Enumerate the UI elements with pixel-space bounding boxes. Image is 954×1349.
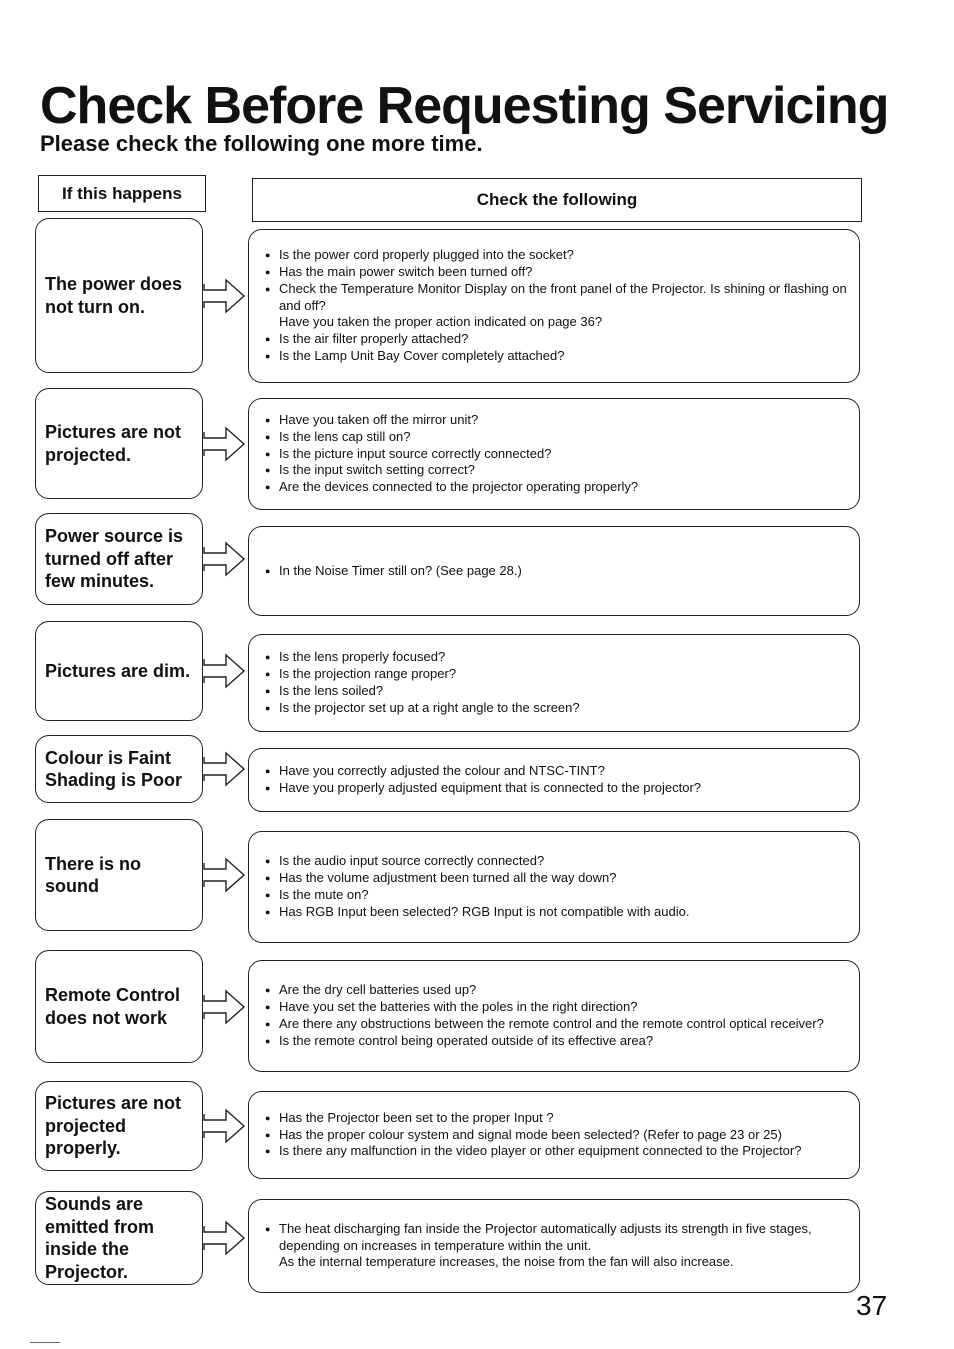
check-list: [265, 853, 847, 921]
check-item: As the internal temperature increases, the noise from the fan will also increase.: [279, 1254, 734, 1270]
check-item: ● Is the lens cap still on?: [265, 429, 847, 446]
check-item: ● Is the Lamp Unit Bay Cover completely attached?: [265, 348, 847, 365]
problem-label: There is no sound: [45, 853, 142, 896]
check-item: ● Are there any obstructions between the remote control and the remote control optical receiver?: [265, 1016, 847, 1033]
arrow-right-icon: [202, 1218, 248, 1258]
arrow-right-icon: [202, 651, 248, 691]
check-item: ● Are the dry cell batteries used up?: [265, 982, 847, 999]
problem-box: [35, 1081, 203, 1171]
check-item: ● Has the proper colour system and signal mode been selected? (Refer to page 23 or 25): [265, 1127, 847, 1144]
arrow-right-icon: [202, 276, 248, 316]
column-header-check-the-following: Check the following: [252, 178, 862, 222]
problem-label: Pictures are not projected.: [45, 422, 182, 465]
check-box: [248, 960, 860, 1072]
check-list: [265, 247, 847, 365]
problem-label: Colour is Faint Shading is Poor: [45, 747, 183, 790]
problem-box: [35, 819, 203, 931]
check-item: ● Is there any malfunction in the video player or other equipment connected to the Projector?: [265, 1143, 847, 1160]
check-item: ● Is the lens properly focused?: [265, 649, 847, 666]
column-header-if-this-happens: If this happens: [38, 175, 206, 212]
check-item: ● Is the mute on?: [265, 887, 847, 904]
check-item: ● Is the air filter properly attached?: [265, 331, 847, 348]
problem-label: Power source is turned off after few minutes.: [45, 526, 184, 592]
problem-box: [35, 950, 203, 1063]
arrow-right-icon: [202, 987, 248, 1027]
check-item: ● Has the Projector been set to the proper Input ?: [265, 1110, 847, 1127]
arrow-right-icon: [202, 749, 248, 789]
check-item: Have you taken the proper action indicated on page 36?: [279, 314, 603, 330]
problem-label: Remote Control does not work: [45, 985, 180, 1028]
problem-label: Pictures are not projected properly.: [45, 1093, 182, 1159]
problem-label: Pictures are dim.: [45, 660, 191, 681]
page-title: Check Before Requesting Servicing: [40, 77, 889, 135]
problem-box: [35, 218, 203, 373]
check-item: ● Have you set the batteries with the poles in the right direction?: [265, 999, 847, 1016]
check-item: ● Is the projector set up at a right angle to the screen?: [265, 700, 847, 717]
check-item: ● Has the main power switch been turned off?: [265, 264, 847, 281]
check-item: ● The heat discharging fan inside the Projector automatically adjusts its strength in five stages, depending on increases in temperature within the unit.: [265, 1221, 847, 1255]
check-box: [248, 526, 860, 616]
arrow-right-icon: [202, 1106, 248, 1146]
problem-box: [35, 388, 203, 499]
check-box: [248, 1091, 860, 1179]
check-list: [265, 563, 847, 580]
arrow-right-icon: [202, 539, 248, 579]
problem-box: [35, 621, 203, 721]
page-number: 37: [856, 1290, 888, 1321]
check-box: [248, 229, 860, 383]
problem-box: [35, 513, 203, 605]
check-list: [265, 763, 847, 797]
check-item: ● Has RGB Input been selected? RGB Input is not compatible with audio.: [265, 904, 847, 921]
check-item: ● Is the input switch setting correct?: [265, 462, 847, 479]
arrow-right-icon: [202, 424, 248, 464]
check-item: ● Is the remote control being operated outside of its effective area?: [265, 1033, 847, 1050]
check-item: ● Is the audio input source correctly connected?: [265, 853, 847, 870]
check-list: [265, 1221, 847, 1272]
check-list: [265, 649, 847, 717]
check-item: ● In the Noise Timer still on? (See page 28.): [265, 563, 847, 580]
check-list: [265, 412, 847, 496]
problem-label: Sounds are emitted from inside the Projector.: [45, 1194, 155, 1282]
page-subtitle: Please check the following one more time.: [40, 131, 483, 156]
check-box: [248, 831, 860, 943]
check-item: ● Are the devices connected to the projector operating properly?: [265, 479, 847, 496]
arrow-right-icon: [202, 855, 248, 895]
check-item: ● Is the picture input source correctly connected?: [265, 446, 847, 463]
check-list: [265, 1110, 847, 1161]
check-box: [248, 634, 860, 732]
check-item: ● Has the volume adjustment been turned all the way down?: [265, 870, 847, 887]
check-item: ● Is the projection range proper?: [265, 666, 847, 683]
check-item: ● Have you correctly adjusted the colour and NTSC-TINT?: [265, 763, 847, 780]
problem-box: [35, 1191, 203, 1285]
check-item: ● Is the power cord properly plugged into the socket?: [265, 247, 847, 264]
check-item: ● Have you taken off the mirror unit?: [265, 412, 847, 429]
check-box: [248, 1199, 860, 1293]
footer-divider: [30, 1342, 60, 1343]
problem-label: The power does not turn on.: [45, 274, 183, 317]
check-item: ● Check the Temperature Monitor Display on the front panel of the Projector. Is shining or flashing on and off?: [265, 281, 847, 315]
check-box: [248, 398, 860, 510]
check-item: ● Is the lens soiled?: [265, 683, 847, 700]
check-box: [248, 748, 860, 812]
check-list: [265, 982, 847, 1050]
problem-box: [35, 735, 203, 803]
check-item: ● Have you properly adjusted equipment that is connected to the projector?: [265, 780, 847, 797]
